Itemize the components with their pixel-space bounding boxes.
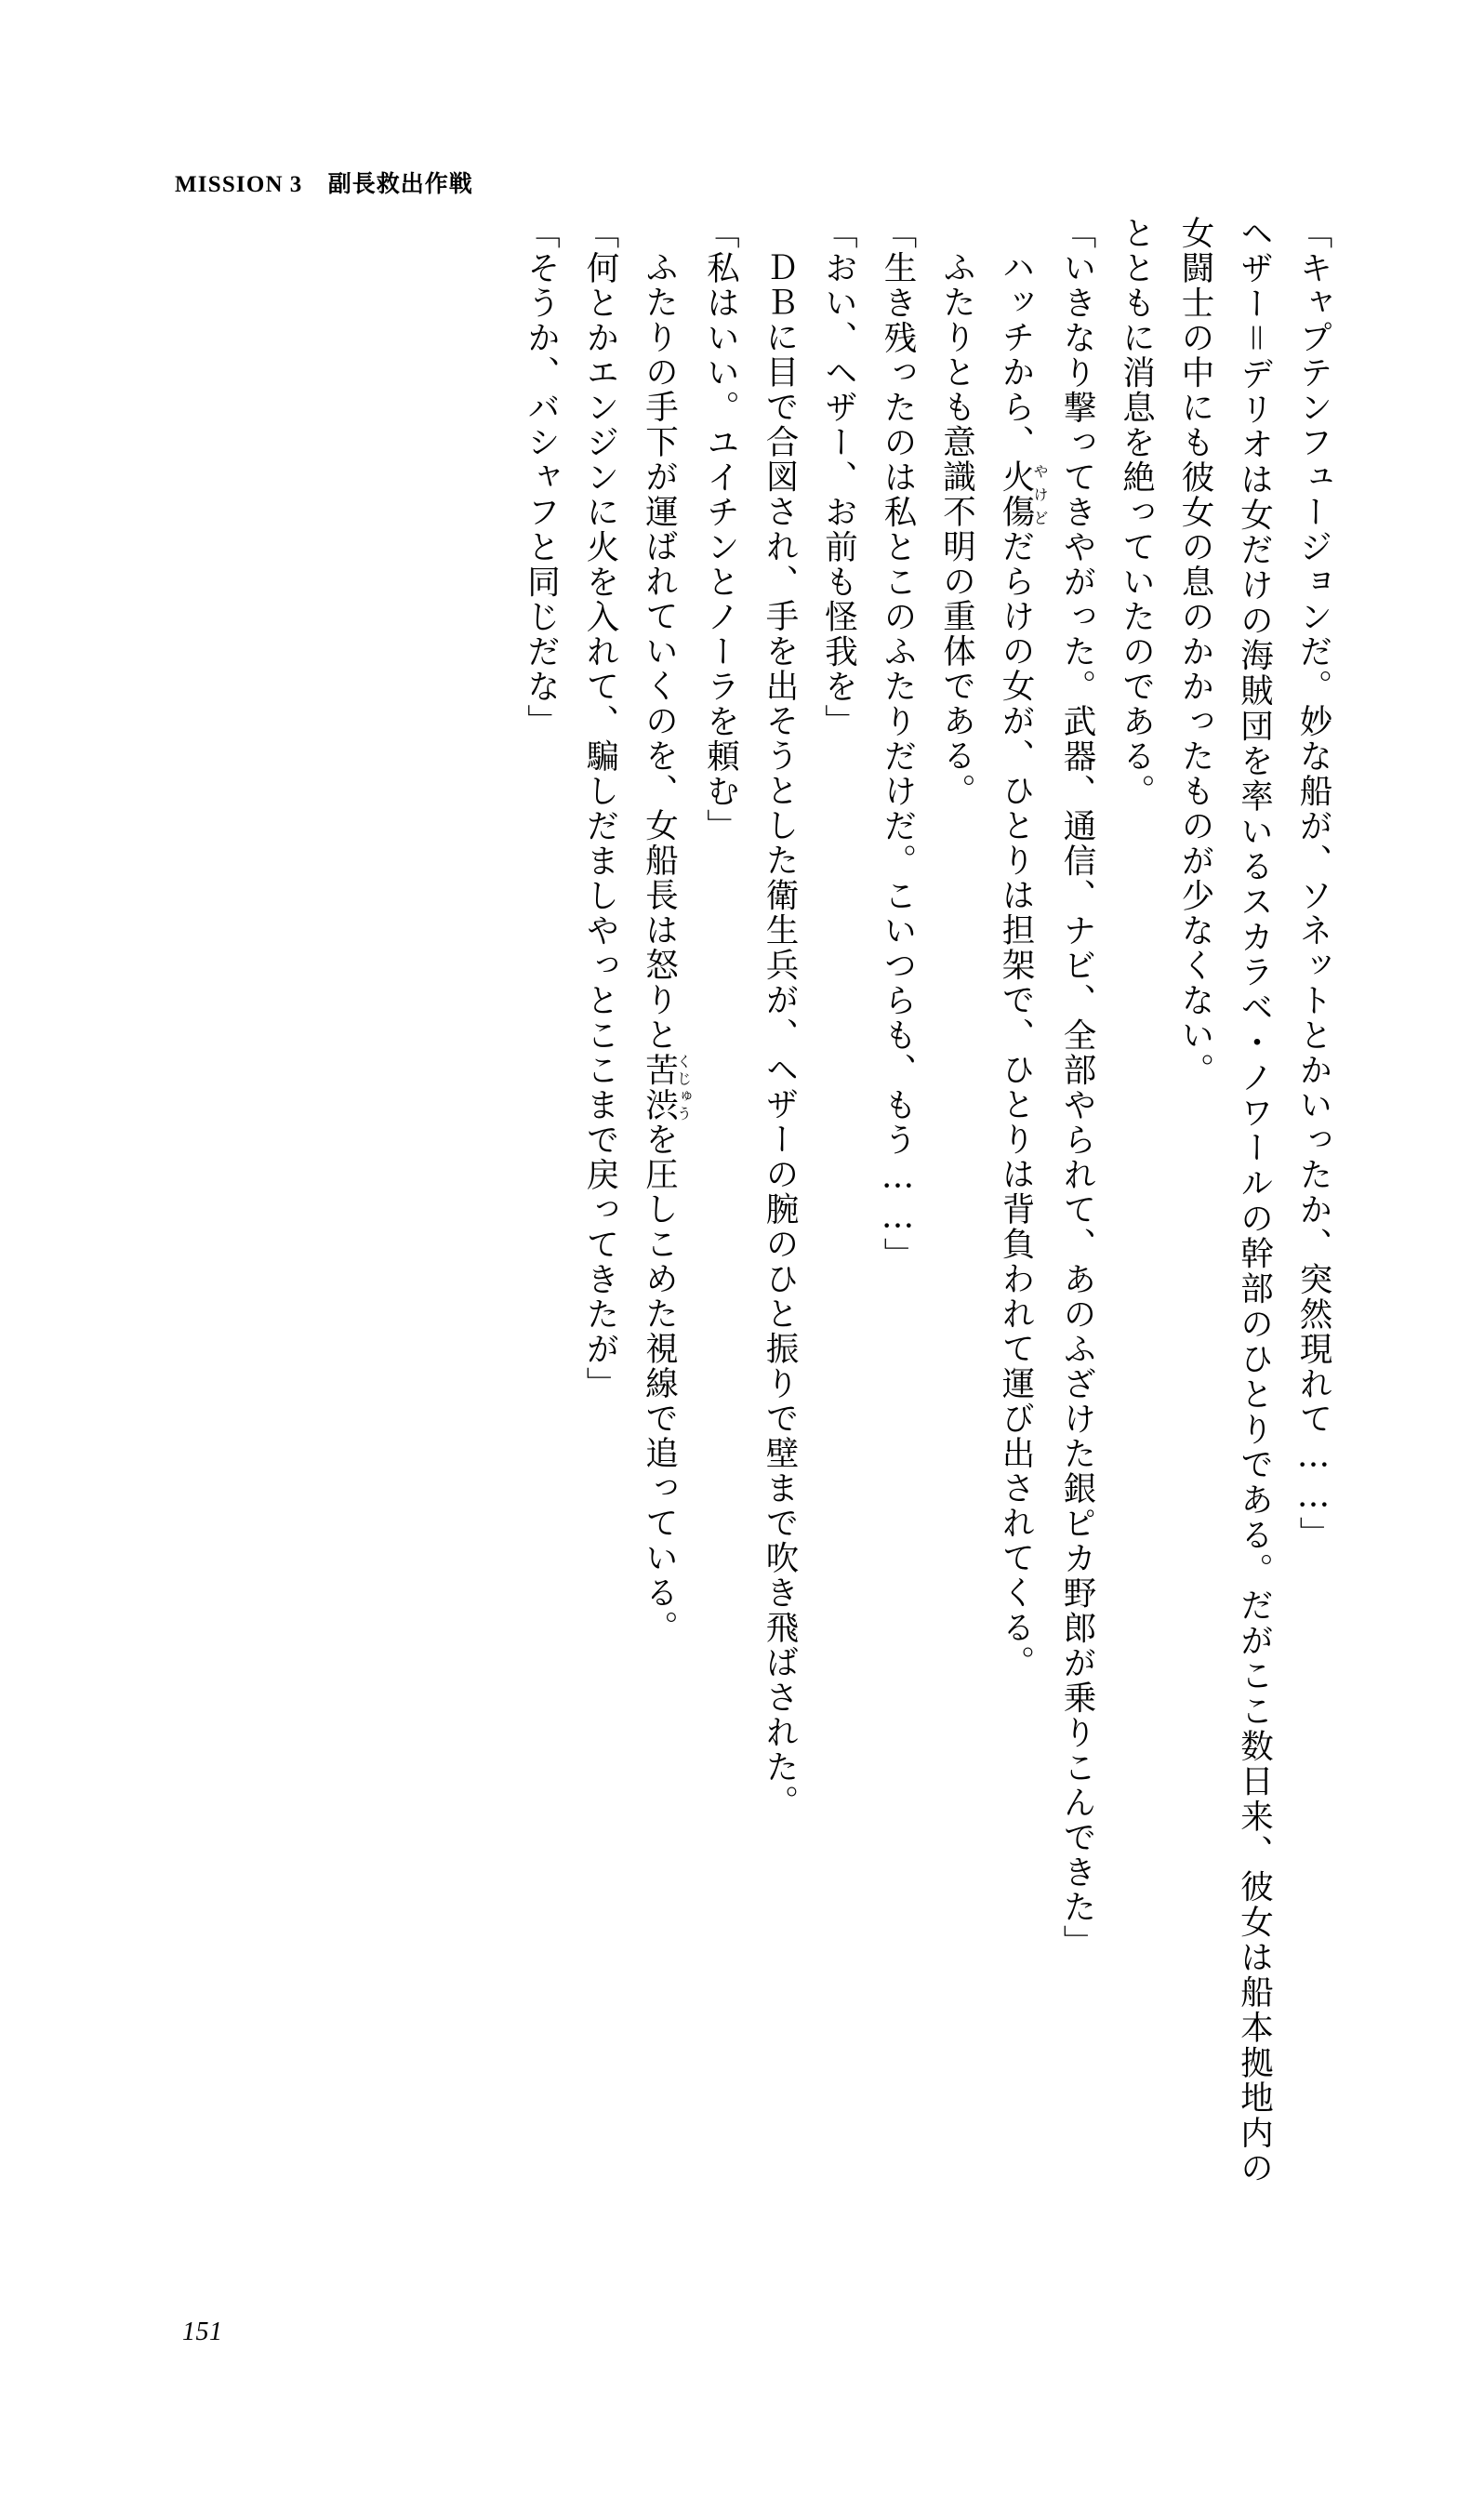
paragraph-with-ruby: ふたりの手下が運ばれていくのを、女船長は怒りと苦渋くじゅうを圧しこめた視線で追っている。 xyxy=(640,250,693,1645)
paragraph-with-ruby: ハッチから、火傷やけどだらけの女が、ひとりは担架で、ひとりは背負われて運び出されてくる。 xyxy=(997,250,1049,1680)
paragraph: 「生き残ったのは私とこのふたりだけだ。こいつらも、もう……」 xyxy=(879,216,917,1272)
running-head xyxy=(175,166,473,199)
body-text xyxy=(218,216,1343,2185)
running-head-mission-label: MISSION xyxy=(175,172,284,197)
running-head-mission-number: 3 xyxy=(289,172,302,197)
paragraph: 「おい、ヘザー、お前も怪我を」 xyxy=(819,216,858,739)
ruby-yakedo: 火傷やけど xyxy=(997,459,1049,529)
paragraph: 「私はいい。ユイチンとノーラを頼む」 xyxy=(701,216,740,843)
paragraph: 「そうか、バシャフと同じだな」 xyxy=(522,216,561,739)
running-head-chapter-title: 副長救出作戦 xyxy=(327,170,473,197)
paragraph: とともに消息を絶っていたのである。 xyxy=(1117,216,1156,809)
paragraph: 「いきなり撃ってきやがった。武器、通信、ナビ、全部やられて、あのふざけた銀ピカ野郎が乗りこんできた」 xyxy=(1058,216,1096,1959)
ruby-kujuu: 苦渋くじゅう xyxy=(640,1052,693,1122)
paragraph: ＤＢに目で合図され、手を出そうとした衛生兵が、ヘザーの腕のひと振りで壁まで吹き飛ばされた。 xyxy=(761,250,799,1820)
paragraph: ヘザー＝デリオは女だけの海賊団を率いるスカラベ・ノワールの幹部のひとりである。だがここ数日来、彼女は船本拠地内の女闘士の中にも彼女の息のかかったものが少なくない。 xyxy=(1176,216,1274,2185)
page-number: 151 xyxy=(182,2317,223,2346)
paragraph: 「何とかエンジンに火を入れて、騙しだましやっとここまで戻ってきたが」 xyxy=(581,216,619,1401)
paragraph: 「キャプテンフュージョンだ。妙な船が、ソネットとかいったか、突然現れて……」 xyxy=(1294,216,1332,1551)
paragraph: ふたりとも意識不明の重体である。 xyxy=(937,250,976,808)
